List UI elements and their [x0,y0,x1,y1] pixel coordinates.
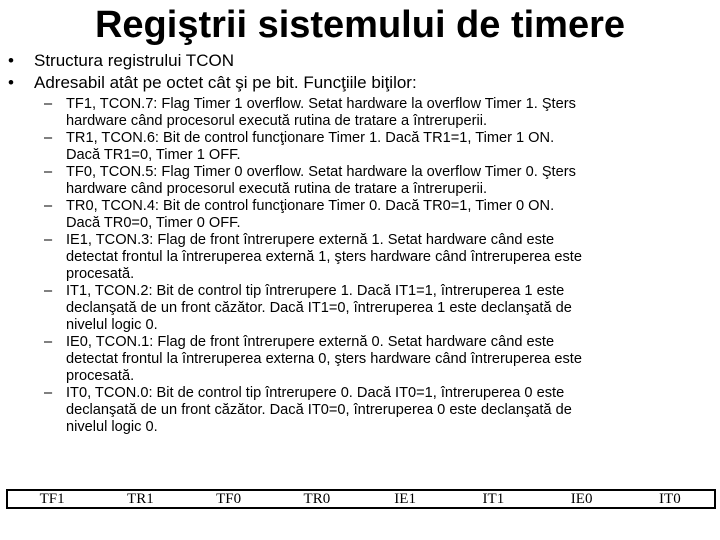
bullet-item [8,72,708,94]
bit-description-item [44,164,708,198]
bullet-symbol: • [8,51,14,70]
register-bit-cell: TR0 [303,491,331,507]
bit-description-item [44,334,708,385]
bit-description-line: TR0, TCON.4: Bit de control funcţionare Timer 0. Dacă TR0=1, Timer 0 ON. [66,198,555,214]
register-bit-cell: IE0 [570,491,593,507]
tcon-register-table [6,489,716,509]
bit-description-line: declanşată de un front căzător. Dacă IT1=0, întreruperea 1 este declanşată de [66,300,572,316]
bit-description-line: TF1, TCON.7: Flag Timer 1 overflow. Setat hardware la overflow Timer 1. Şters [66,96,576,112]
bit-description-line: IE1, TCON.3: Flag de front întrerupere externă 1. Setat hardware când este [66,232,555,248]
bit-description-line: TR1, TCON.6: Bit de control funcţionare Timer 1. Dacă TR1=1, Timer 1 ON. [66,130,555,146]
bullet-item [8,50,708,72]
bit-description-line: detectat frontul la întreruperea externă 1, şters hardware când întreruperea este [66,249,582,265]
bit-description-line: IT1, TCON.2: Bit de control tip întrerupere 1. Dacă IT1=1, întreruperea 1 este [66,283,565,299]
bit-description-line: hardware când procesorul execută rutina de tratare a întreruperii. [66,181,488,197]
bullet-text: Adresabil atât pe octet cât şi pe bit. Funcţiile biţilor: [34,73,417,92]
bit-description-line: Dacă TR0=0, Timer 0 OFF. [66,215,241,231]
bit-description-line: procesată. [66,266,135,282]
dash-symbol: – [44,334,53,350]
bit-description-list [44,96,708,436]
bit-description-line: detectat frontul la întreruperea externa 0, şters hardware când întreruperea este [66,351,582,367]
dash-symbol: – [44,96,53,112]
bit-description-item [44,283,708,334]
bit-description-line: IT0, TCON.0: Bit de control tip întrerupere 0. Dacă IT0=1, întreruperea 0 este [66,385,565,401]
bit-description-item [44,130,708,164]
slide-title: Regiştrii sistemului de timere [94,4,626,46]
bit-description-line: declanşată de un front căzător. Dacă IT0=0, întreruperea 0 este declanşată de [66,402,572,418]
bit-description-line: Dacă TR1=0, Timer 1 OFF. [66,147,241,163]
register-bit-cell: TF0 [216,491,242,507]
bit-description-item [44,385,708,436]
dash-symbol: – [44,385,53,401]
bit-description-line: nivelul logic 0. [66,317,158,333]
dash-symbol: – [44,283,53,299]
register-bit-cell: IT0 [659,491,681,507]
bit-description-line: procesată. [66,368,135,384]
register-bit-cell: TR1 [127,491,154,507]
bit-description-item [44,232,708,283]
main-bullet-list [8,50,708,94]
bit-description-item [44,198,708,232]
dash-symbol: – [44,164,53,180]
dash-symbol: – [44,130,53,146]
register-bit-cell: TF1 [39,491,65,507]
bullet-symbol: • [8,73,14,92]
bullet-text: Structura registrului TCON [34,51,234,70]
register-bit-cell: IT1 [482,491,505,507]
bit-description-line: nivelul logic 0. [66,419,158,435]
dash-symbol: – [44,198,53,214]
dash-symbol: – [44,232,53,248]
register-bit-cell: IE1 [394,491,416,507]
bit-description-line: IE0, TCON.1: Flag de front întrerupere externă 0. Setat hardware când este [66,334,555,350]
bit-description-item [44,96,708,130]
bit-description-line: TF0, TCON.5: Flag Timer 0 overflow. Setat hardware la overflow Timer 0. Şters [66,164,576,180]
bit-description-line: hardware când procesorul execută rutina de tratare a întreruperii. [66,113,488,129]
